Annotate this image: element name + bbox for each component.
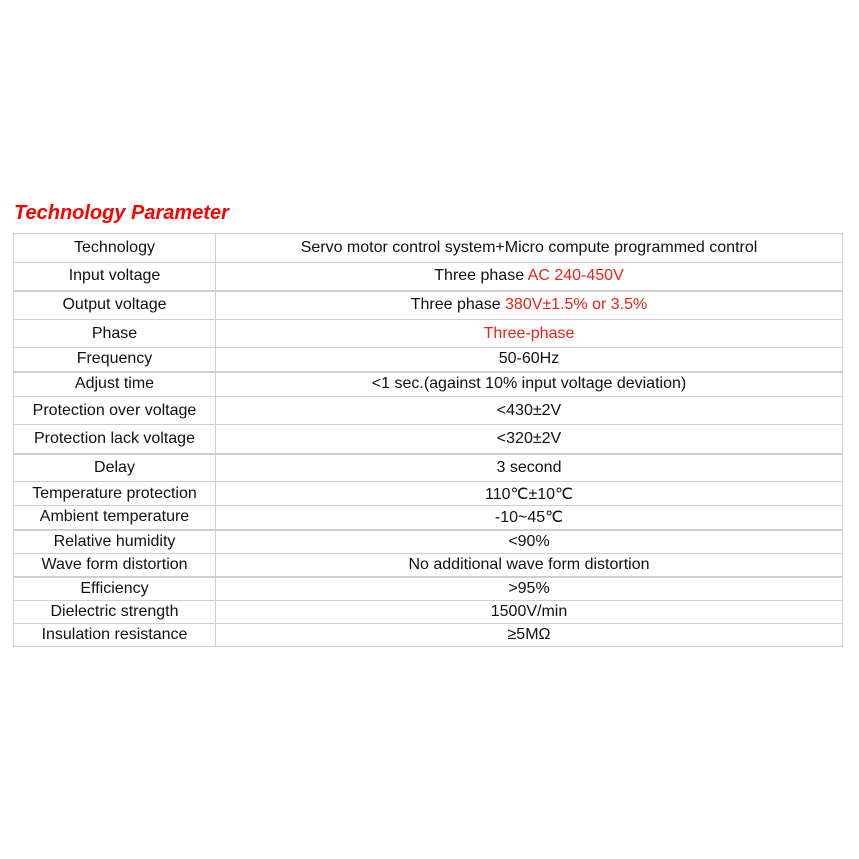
value-text: 3 second xyxy=(496,458,562,476)
table-row xyxy=(14,601,843,624)
table-row xyxy=(14,454,843,482)
table-row xyxy=(14,291,843,320)
parameter-value xyxy=(216,482,843,506)
parameter-label: Delay xyxy=(14,454,216,482)
parameter-label: Frequency xyxy=(14,348,216,372)
parameter-value xyxy=(216,601,843,624)
parameter-label: Dielectric strength xyxy=(14,601,216,624)
parameter-label: Protection lack voltage xyxy=(14,425,216,454)
value-text: >95% xyxy=(508,579,550,597)
table-row xyxy=(14,554,843,577)
parameter-value xyxy=(216,397,843,425)
value-highlight: 380V±1.5% or 3.5% xyxy=(505,296,648,314)
parameter-label: Insulation resistance xyxy=(14,624,216,647)
section-title: Technology Parameter xyxy=(14,202,229,224)
parameter-value xyxy=(216,291,843,320)
parameter-value xyxy=(216,506,843,530)
parameter-label: Efficiency xyxy=(14,577,216,601)
value-highlight: Three-phase xyxy=(483,324,575,342)
parameter-value xyxy=(216,624,843,647)
parameter-value xyxy=(216,425,843,454)
value-text: -10~45℃ xyxy=(494,509,564,527)
parameter-label: Protection over voltage xyxy=(14,397,216,425)
parameter-label: Wave form distortion xyxy=(14,554,216,577)
value-text: 110℃±10℃ xyxy=(484,485,574,503)
table-row xyxy=(14,425,843,454)
table-row xyxy=(14,263,843,291)
value-text: <430±2V xyxy=(496,401,562,419)
parameter-value xyxy=(216,554,843,577)
parameter-label: Output voltage xyxy=(14,291,216,320)
table-row xyxy=(14,320,843,348)
parameter-label: Technology xyxy=(14,234,216,263)
parameter-value xyxy=(216,577,843,601)
table-row xyxy=(14,234,843,263)
table-row xyxy=(14,530,843,554)
value-highlight: AC 240-450V xyxy=(527,267,624,285)
value-text: No additional wave form distortion xyxy=(408,555,650,573)
table-row xyxy=(14,372,843,397)
value-text: ≥5MΩ xyxy=(507,626,551,643)
value-text: Three phase xyxy=(410,296,506,314)
value-text: <320±2V xyxy=(496,429,562,447)
table-row xyxy=(14,397,843,425)
parameter-value xyxy=(216,372,843,397)
table-row xyxy=(14,482,843,506)
table-row xyxy=(14,506,843,530)
parameter-label: Adjust time xyxy=(14,372,216,397)
parameter-label: Temperature protection xyxy=(14,482,216,506)
value-text: 50-60Hz xyxy=(498,350,560,368)
value-text: Three phase xyxy=(434,267,528,285)
value-text: Servo motor control system+Micro compute programmed control xyxy=(300,239,758,256)
parameter-value xyxy=(216,234,843,263)
table-row xyxy=(14,577,843,601)
parameter-label: Phase xyxy=(14,320,216,348)
parameter-value xyxy=(216,530,843,554)
parameter-label: Relative humidity xyxy=(14,530,216,554)
parameter-value xyxy=(216,348,843,372)
parameter-value xyxy=(216,320,843,348)
value-text: <1 sec.(against 10% input voltage deviation) xyxy=(371,375,687,393)
table-row xyxy=(14,348,843,372)
parameter-label: Ambient temperature xyxy=(14,506,216,530)
parameter-label: Input voltage xyxy=(14,263,216,291)
value-text: 1500V/min xyxy=(490,603,568,620)
parameter-value xyxy=(216,263,843,291)
parameter-table xyxy=(13,233,843,647)
parameter-value xyxy=(216,454,843,482)
value-text: <90% xyxy=(508,532,550,550)
table-row xyxy=(14,624,843,647)
